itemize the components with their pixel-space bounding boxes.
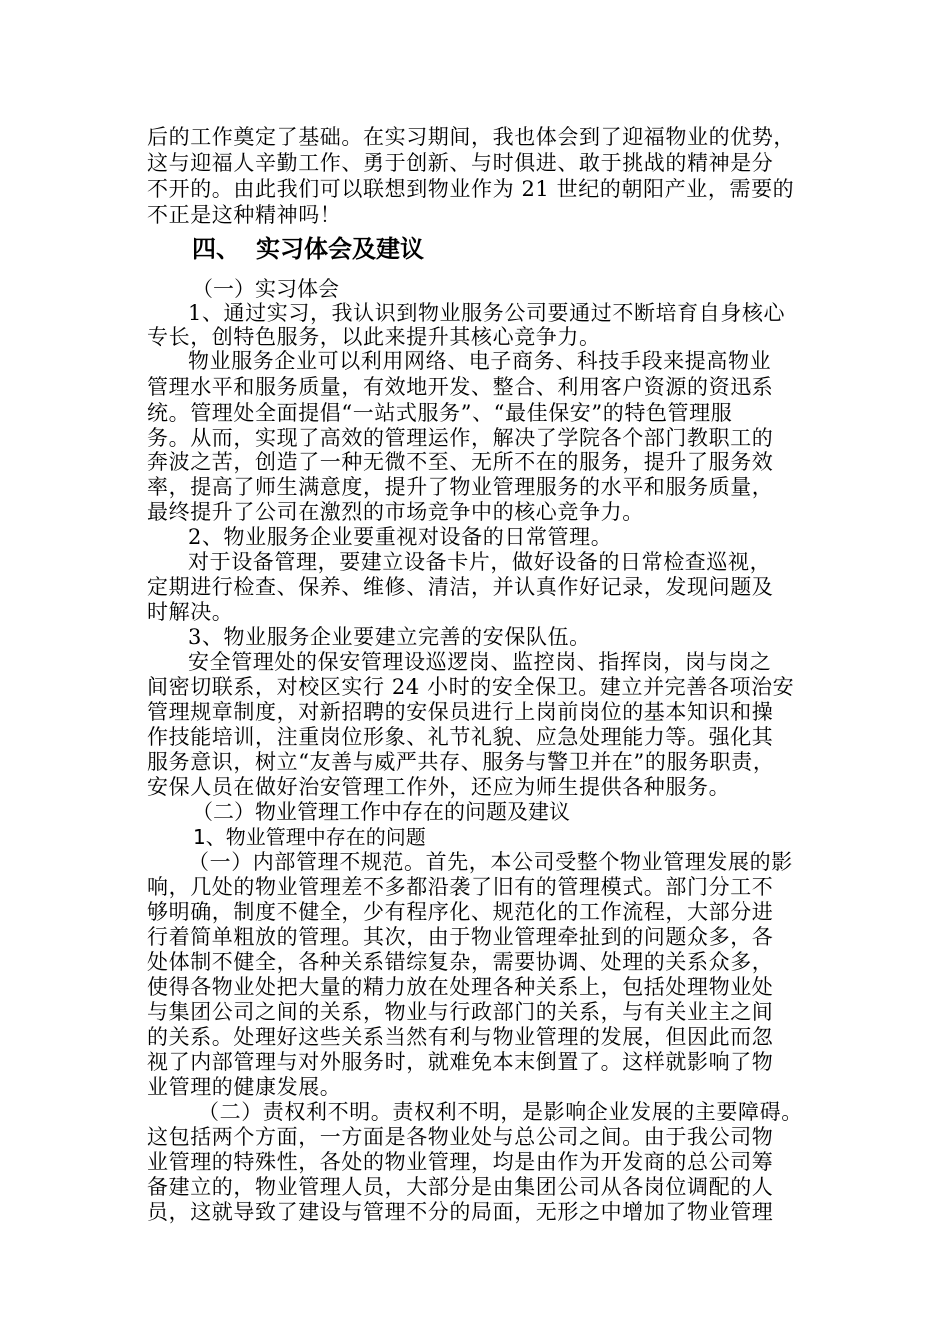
body-text-line: 使得各物业处把大量的精力放在处理各种关系上，包括处理物业处 xyxy=(147,975,774,999)
body-text-line: 处体制不健全，各种关系错综复杂，需要协调、处理的关系众多， xyxy=(147,950,774,974)
body-text-line: （二）责权利不明。责权利不明，是影响企业发展的主要障碍。 xyxy=(198,1100,803,1124)
body-text-line: （一）内部管理不规范。首先，本公司受整个物业管理发展的影 xyxy=(188,850,793,874)
body-text-line: 管理规章制度，对新招聘的安保员进行上岗前岗位的基本知识和操 xyxy=(147,700,774,724)
body-text-line: 物业服务企业可以利用网络、电子商务、科技手段来提高物业 xyxy=(188,349,772,373)
body-text-line: 备建立的，物业管理人员，大部分是由集团公司从各岗位调配的人 xyxy=(147,1175,774,1199)
body-text-line: 服务意识，树立“友善与威严共存、服务与警卫并在”的服务职责， xyxy=(147,750,775,774)
body-text-line: 够明确，制度不健全，少有程序化、规范化的工作流程，大部分进 xyxy=(147,900,774,924)
subsection-heading: （一）实习体会 xyxy=(192,277,339,301)
body-text-line: 安全管理处的保安管理设巡逻岗、监控岗、指挥岗，岗与岗之 xyxy=(188,650,772,674)
body-text-line: 2、物业服务企业要重视对设备的日常管理。 xyxy=(188,525,613,549)
body-text-line: 1、通过实习，我认识到物业服务公司要通过不断培育自身核心 xyxy=(188,301,786,325)
body-text-line: 业管理的特殊性，各处的物业管理，均是由作为开发商的总公司筹 xyxy=(147,1150,774,1174)
body-text-line: 管理水平和服务质量，有效地开发、整合、利用客户资源的资迅系 xyxy=(147,375,774,399)
body-text-line: 专长，创特色服务，以此来提升其核心竞争力。 xyxy=(147,325,601,349)
body-text-line: 最终提升了公司在激烈的市场竞争中的核心竞争力。 xyxy=(147,500,644,524)
body-text-line: 行着简单粗放的管理。其次，由于物业管理牵扯到的问题众多，各 xyxy=(147,925,774,949)
body-text-line: 的关系。处理好这些关系当然有利与物业管理的发展，但因此而忽 xyxy=(147,1025,774,1049)
body-text-line: 这与迎福人辛勤工作、勇于创新、与时俱进、敢于挑战的精神是分 xyxy=(147,151,774,175)
body-text-line: 视了内部管理与对外服务时，就难免本末倒置了。这样就影响了物 xyxy=(147,1050,774,1074)
body-text-line: 员，这就导致了建设与管理不分的局面，无形之中增加了物业管理 xyxy=(147,1200,774,1224)
body-text-line: 统。管理处全面提倡“一站式服务”、“最佳保安”的特色管理服 xyxy=(147,401,733,425)
section-heading xyxy=(192,235,424,263)
body-text-line: 时解决。 xyxy=(147,600,234,624)
body-text-line: 3、物业服务企业要建立完善的安保队伍。 xyxy=(188,625,591,649)
section-title: 实习体会及建议 xyxy=(256,235,424,263)
body-text-line: 对于设备管理，要建立设备卡片，做好设备的日常检查巡视， xyxy=(188,550,772,574)
body-text-line: 后的工作奠定了基础。在实习期间，我也体会到了迎福物业的优势， xyxy=(147,125,795,149)
body-text-line: 定期进行检查、保养、维修、清洁，并认真作好记录，发现问题及 xyxy=(147,575,774,599)
body-text-line: 务。从而，实现了高效的管理运作，解决了学院各个部门教职工的 xyxy=(147,426,774,450)
section-number: 四、 xyxy=(192,235,240,263)
body-text-line: 作技能培训，注重岗位形象、礼节礼貌、应急处理能力等。强化其 xyxy=(147,725,774,749)
body-text-line: 业管理的健康发展。 xyxy=(147,1075,342,1099)
body-text-line: 率，提高了师生满意度，提升了物业管理服务的水平和服务质量， xyxy=(147,475,774,499)
body-text-line: 安保人员在做好治安管理工作外，还应为师生提供各种服务。 xyxy=(147,775,731,799)
body-text-line: 不正是这种精神吗！ xyxy=(147,203,342,227)
subsubsection-heading: 1、物业管理中存在的问题 xyxy=(193,825,426,849)
subsection-heading: （二）物业管理工作中存在的问题及建议 xyxy=(192,800,570,824)
body-text-line: 这包括两个方面，一方面是各物业处与总公司之间。由于我公司物 xyxy=(147,1125,774,1149)
body-text-line: 间密切联系，对校区实行 24 小时的安全保卫。建立并完善各项治安 xyxy=(147,675,795,699)
body-text-line: 与集团公司之间的关系，物业与行政部门的关系，与有关业主之间 xyxy=(147,1000,774,1024)
body-text-line: 响，几处的物业管理差不多都沿袭了旧有的管理模式。部门分工不 xyxy=(147,875,774,899)
body-text-line: 不开的。由此我们可以联想到物业作为 21 世纪的朝阳产业，需要的 xyxy=(147,177,795,201)
body-text-line: 奔波之苦，创造了一种无微不至、无所不在的服务，提升了服务效 xyxy=(147,450,774,474)
